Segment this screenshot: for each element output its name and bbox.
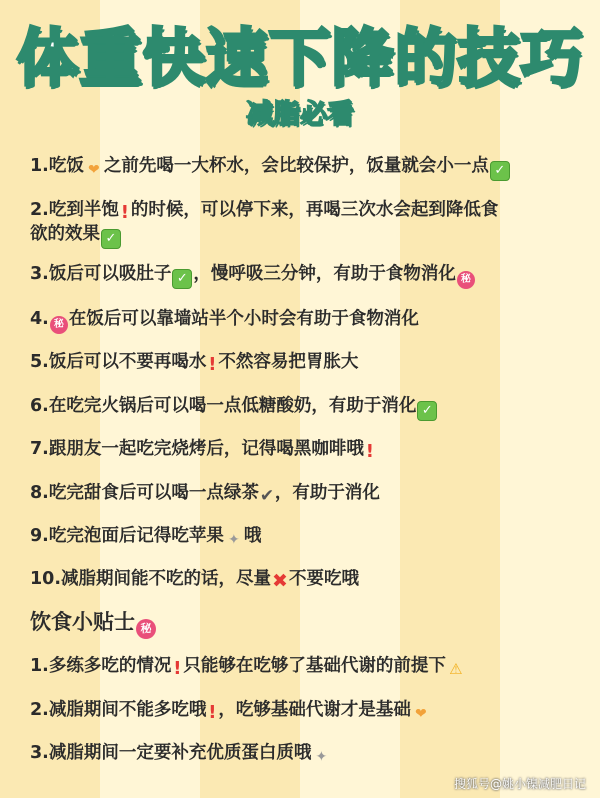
check-mark-icon: ✓ [490, 161, 510, 181]
page-title: 体重快速下降的技巧 [16, 21, 584, 94]
tip-text: 3.减脂期间一定要补充优质蛋白质哦 [30, 743, 312, 763]
tip-text: 1.吃饭 [30, 156, 84, 176]
tip-item-6 [30, 394, 585, 421]
tip-text: 不然容易把胃胀大 [218, 352, 359, 372]
secret-icon: 秘 [136, 619, 156, 639]
tip-text: 不要吃哦 [289, 569, 360, 589]
tip-text: 在饭后可以靠墙站半个小时会有助于食物消化 [68, 309, 419, 329]
tip-text: ，慢呼吸三分钟，有助于食物消化 [193, 264, 456, 284]
warning-icon: ⚠ [449, 660, 463, 678]
secret-icon: 秘 [50, 316, 68, 334]
tip-text: 欲的效果 [30, 224, 100, 244]
tip-text: 10.减脂期间能不吃的话，尽量 [30, 569, 272, 589]
tip-text: 9.吃完泡面后记得吃苹果 [30, 526, 224, 546]
apple-icon: ✦ [227, 532, 240, 548]
exclamation-icon: ! [120, 202, 129, 223]
tip-item-9 [30, 524, 585, 549]
tip-item-5 [30, 350, 585, 374]
extra-tip-item-2 [30, 698, 585, 723]
tip-text: 6.在吃完火锅后可以喝一点低糖酸奶，有助于消化 [30, 396, 417, 416]
tip-text: 1.多练多吃的情况 [30, 656, 172, 676]
exclamation-icon: ! [208, 354, 217, 375]
exclamation-icon: ! [208, 702, 217, 723]
section-title-text: 饮食小贴士 [30, 610, 135, 634]
exclamation-icon: ! [173, 658, 182, 679]
watermark: 搜狐号@姚小镍减肥日记 [453, 777, 586, 791]
tip-text: ，有助于消化 [274, 483, 380, 503]
tip-item-3 [30, 262, 585, 289]
tip-text: 的时候，可以停下来，再喝三次水会起到降低食 [130, 200, 499, 220]
tip-item-10 [30, 567, 585, 591]
extra-tip-item-3 [30, 741, 585, 766]
tip-text: 只能够在吃够了基础代谢的前提下 [183, 656, 446, 676]
check-mark-icon: ✓ [101, 229, 121, 249]
check-mark-icon: ✓ [172, 269, 192, 289]
tip-item-7 [30, 437, 585, 461]
heart-hands-icon: ❤ [414, 706, 427, 722]
tip-item-2 [30, 198, 585, 249]
page-subtitle: 减脂必看 [246, 99, 354, 130]
tip-item-8 [30, 481, 585, 505]
sparkle-icon: ✦ [315, 749, 328, 765]
check-mark-icon: ✓ [417, 401, 437, 421]
tip-item-1 [30, 154, 585, 181]
tip-text: 3.饭后可以吸肚子 [30, 264, 172, 284]
tip-text: 4. [30, 309, 49, 329]
exclamation-icon: ! [365, 441, 374, 462]
tip-text: 7.跟朋友一起吃完烧烤后，记得喝黑咖啡哦 [30, 439, 364, 459]
heart-hands-icon: ❤ [87, 162, 100, 178]
extra-tip-item-1 [30, 654, 585, 678]
heavy-check-icon: ✔ [259, 486, 275, 506]
tip-text: ，吃够基础代谢才是基础 [218, 700, 411, 720]
tip-text: 2.吃到半饱 [30, 200, 119, 220]
tip-text: 2.减脂期间不能多吃哦 [30, 700, 207, 720]
tip-text: 哦 [243, 526, 262, 546]
tip-item-4 [30, 307, 585, 334]
tip-text: 之前先喝一大杯水，会比较保护，饭量就会小一点 [103, 156, 489, 176]
tip-text: 8.吃完甜食后可以喝一点绿茶 [30, 483, 259, 503]
tip-text: 5.饭后可以不要再喝水 [30, 352, 207, 372]
secret-icon: 秘 [457, 271, 475, 289]
section-title [30, 606, 157, 639]
cross-mark-icon: ✖ [272, 570, 288, 592]
